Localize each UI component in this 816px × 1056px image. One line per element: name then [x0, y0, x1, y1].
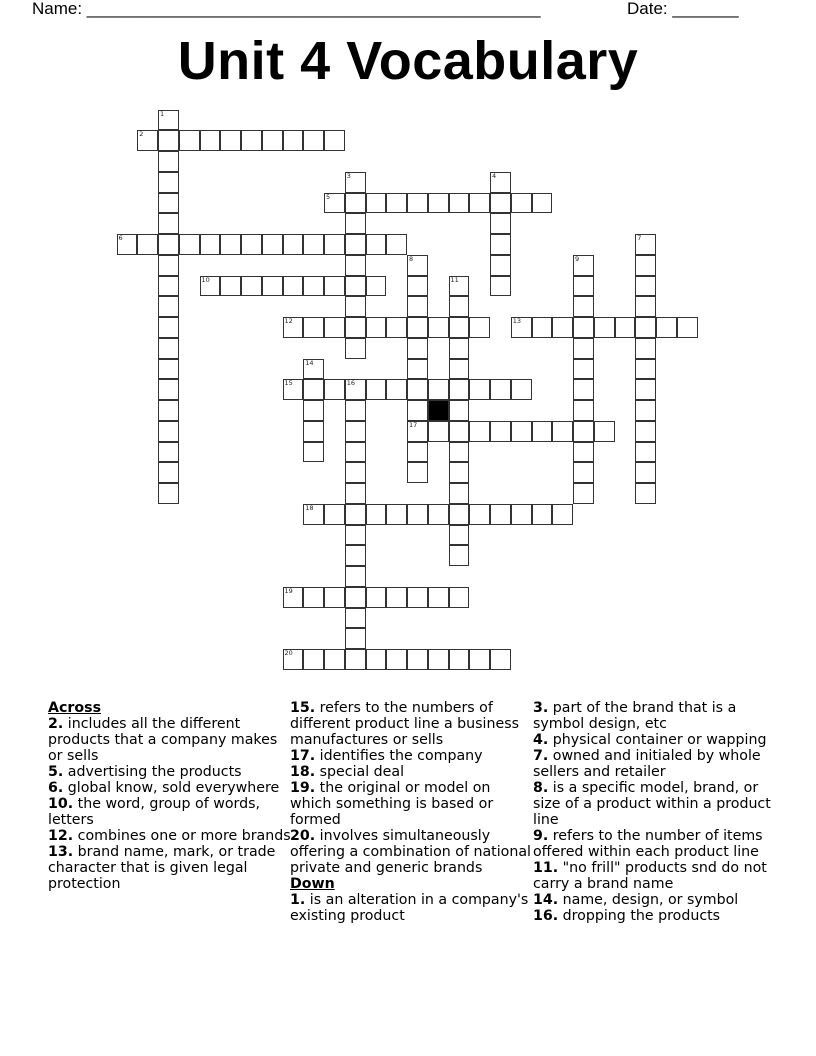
crossword-cell[interactable]: [366, 379, 387, 400]
down-heading: Down: [290, 876, 335, 892]
crossword-cell[interactable]: [490, 172, 511, 193]
crossword-cell[interactable]: [573, 379, 594, 400]
crossword-cell[interactable]: [345, 213, 366, 234]
clue-number: 5.: [48, 764, 64, 780]
crossword-cell[interactable]: [158, 110, 179, 131]
crossword-cell[interactable]: [158, 255, 179, 276]
crossword-cell[interactable]: [345, 379, 366, 400]
crossword-cell[interactable]: [324, 234, 345, 255]
crossword-cell[interactable]: [635, 442, 656, 463]
crossword-cell[interactable]: [490, 504, 511, 525]
clue-number: 2.: [48, 716, 64, 732]
crossword-cell[interactable]: [573, 421, 594, 442]
crossword-cell[interactable]: [635, 276, 656, 297]
crossword-cell[interactable]: [428, 317, 449, 338]
clue-number: 17: [409, 420, 418, 429]
crossword-cell[interactable]: [158, 151, 179, 172]
crossword-cell[interactable]: [345, 421, 366, 442]
clue-number: 6: [118, 234, 123, 242]
clue-number: 16.: [533, 908, 559, 924]
crossword-cell[interactable]: [573, 462, 594, 483]
crossword-cell[interactable]: [449, 504, 470, 525]
crossword-cell[interactable]: [407, 359, 428, 380]
clue-item: [48, 780, 293, 796]
crossword-cell[interactable]: [324, 649, 345, 670]
crossword-cell[interactable]: [407, 317, 428, 338]
crossword-cell[interactable]: [158, 130, 179, 151]
crossword-cell[interactable]: [407, 421, 428, 442]
crossword-cell[interactable]: [303, 317, 324, 338]
clue-item: [533, 732, 778, 748]
crossword-cell[interactable]: [262, 276, 283, 297]
clue-number: 14.: [533, 892, 559, 908]
crossword-cell[interactable]: [635, 462, 656, 483]
clue-item: [48, 716, 293, 764]
crossword-cell[interactable]: [158, 359, 179, 380]
crossword-cell[interactable]: [345, 649, 366, 670]
clue-number: 13: [512, 317, 522, 325]
clue-number: 11: [450, 275, 459, 284]
clue-number: 4.: [533, 732, 549, 748]
crossword-cell[interactable]: [220, 234, 241, 255]
crossword-cell[interactable]: [635, 400, 656, 421]
crossword-cell[interactable]: [428, 193, 449, 214]
crossword-cell[interactable]: [407, 462, 428, 483]
clue-item: [533, 780, 778, 828]
crossword-cell[interactable]: [386, 587, 407, 608]
crossword-cell[interactable]: [490, 421, 511, 442]
crossword-cell[interactable]: [449, 379, 470, 400]
crossword-cell[interactable]: [283, 234, 304, 255]
clue-number: 4: [492, 171, 497, 180]
clue-text: is a specific model, brand, or size of a product within a product line: [533, 780, 771, 828]
crossword-cell[interactable]: [303, 234, 324, 255]
crossword-cell[interactable]: [469, 504, 490, 525]
clue-item: [533, 700, 778, 732]
crossword-cell[interactable]: [366, 234, 387, 255]
crossword-cell[interactable]: [303, 504, 324, 525]
crossword-cell[interactable]: [573, 400, 594, 421]
crossword-cell[interactable]: [573, 338, 594, 359]
clue-text: owned and initialed by whole sellers and retailer: [533, 748, 761, 780]
crossword-cell[interactable]: [511, 379, 532, 400]
clue-item: [48, 796, 293, 828]
crossword-cell[interactable]: [324, 504, 345, 525]
crossword-cell[interactable]: [283, 317, 304, 338]
crossword-cell[interactable]: [283, 587, 304, 608]
crossword-cell[interactable]: [303, 421, 324, 442]
crossword-cell[interactable]: [158, 296, 179, 317]
crossword-cell[interactable]: [324, 379, 345, 400]
name-field-label: Name: ________________________________________________: [32, 0, 541, 18]
crossword-cell[interactable]: [428, 649, 449, 670]
crossword-cell[interactable]: [303, 400, 324, 421]
crossword-cell[interactable]: [324, 130, 345, 151]
crossword-cell[interactable]: [345, 276, 366, 297]
crossword-cell[interactable]: [490, 379, 511, 400]
crossword-cell[interactable]: [366, 317, 387, 338]
crossword-cell[interactable]: [407, 649, 428, 670]
clue-number: 12.: [48, 828, 74, 844]
clue-number: 16: [346, 379, 356, 388]
crossword-cell[interactable]: [428, 504, 449, 525]
crossword-cell[interactable]: [345, 504, 366, 525]
crossword-cell[interactable]: [407, 587, 428, 608]
crossword-cell[interactable]: [345, 462, 366, 483]
crossword-cell[interactable]: [469, 379, 490, 400]
crossword-cell[interactable]: [449, 421, 470, 442]
clue-text: refers to the number of items offered within each product line: [533, 828, 763, 860]
crossword-cell[interactable]: [449, 400, 470, 421]
clue-item: [533, 908, 778, 924]
crossword-cell[interactable]: [449, 545, 470, 566]
crossword-cell[interactable]: [532, 317, 553, 338]
crossword-cell[interactable]: [490, 649, 511, 670]
crossword-cell[interactable]: [573, 442, 594, 463]
crossword-cell[interactable]: [449, 359, 470, 380]
clue-number: 7.: [533, 748, 549, 764]
page-title: Unit 4 Vocabulary: [177, 31, 639, 91]
crossword-cell[interactable]: [594, 317, 615, 338]
crossword-cell[interactable]: [345, 193, 366, 214]
clue-text: global know, sold everywhere: [63, 780, 280, 796]
clue-number: 20.: [290, 828, 316, 844]
crossword-cell[interactable]: [407, 276, 428, 297]
crossword-cell[interactable]: [283, 379, 304, 400]
crossword-cell[interactable]: [407, 442, 428, 463]
crossword-cell[interactable]: [386, 649, 407, 670]
crossword-cell[interactable]: [366, 276, 387, 297]
crossword-cell[interactable]: [158, 483, 179, 504]
crossword-cell[interactable]: [573, 483, 594, 504]
crossword-cell[interactable]: [220, 130, 241, 151]
crossword-cell[interactable]: [490, 276, 511, 297]
crossword-cell[interactable]: [262, 234, 283, 255]
crossword-cell[interactable]: [303, 276, 324, 297]
crossword-cell[interactable]: [158, 421, 179, 442]
clue-number: 8: [409, 254, 414, 263]
clue-number: 9.: [533, 828, 549, 844]
crossword-cell[interactable]: [407, 255, 428, 276]
crossword-cell[interactable]: [366, 649, 387, 670]
crossword-cell[interactable]: [366, 193, 387, 214]
clue-number: 11.: [533, 860, 559, 876]
crossword-cell[interactable]: [469, 317, 490, 338]
clue-number: 14: [305, 358, 314, 367]
crossword-cell[interactable]: [407, 400, 428, 421]
crossword-cell[interactable]: [158, 462, 179, 483]
clue-text: dropping the products: [558, 908, 721, 924]
crossword-cell[interactable]: [677, 317, 698, 338]
crossword-cell[interactable]: [200, 276, 221, 297]
clue-number: 10: [201, 275, 210, 284]
clues-column-3: [533, 700, 778, 924]
crossword-cell[interactable]: [241, 276, 262, 297]
clues-column-2: [290, 700, 535, 924]
crossword-cell[interactable]: [283, 649, 304, 670]
clue-number: 6.: [48, 780, 64, 796]
crossword-cell[interactable]: [386, 379, 407, 400]
clue-number: 19: [284, 586, 293, 595]
crossword-cell[interactable]: [345, 296, 366, 317]
clue-item: [48, 828, 293, 844]
clue-number: 9: [575, 254, 580, 263]
crossword-cell[interactable]: [552, 504, 573, 525]
crossword-cell[interactable]: [552, 317, 573, 338]
crossword-cell[interactable]: [137, 130, 158, 151]
crossword-cell[interactable]: [635, 255, 656, 276]
crossword-cell[interactable]: [407, 296, 428, 317]
crossword-cell[interactable]: [345, 608, 366, 629]
clue-item: [290, 700, 535, 748]
crossword-cell[interactable]: [158, 193, 179, 214]
clue-text: includes all the different products that a company makes or sells: [48, 716, 278, 764]
crossword-cell[interactable]: [449, 587, 470, 608]
clue-text: special deal: [315, 764, 405, 780]
crossword-cell[interactable]: [532, 193, 553, 214]
crossword-cell[interactable]: [469, 193, 490, 214]
crossword-cell[interactable]: [573, 276, 594, 297]
crossword-cell[interactable]: [490, 193, 511, 214]
clue-text: identifies the company: [315, 748, 483, 764]
crossword-cell[interactable]: [303, 379, 324, 400]
clue-text: involves simultaneously offering a combination of national private and generic brands: [290, 828, 531, 876]
clue-text: part of the brand that is a symbol design, etc: [533, 700, 737, 732]
crossword-cell[interactable]: [635, 296, 656, 317]
clue-number: 8.: [533, 780, 549, 796]
crossword-cell[interactable]: [241, 130, 262, 151]
crossword-cell[interactable]: [345, 400, 366, 421]
crossword-cell[interactable]: [324, 317, 345, 338]
crossword-cell[interactable]: [428, 421, 449, 442]
crossword-cell[interactable]: [262, 130, 283, 151]
crossword-cell[interactable]: [386, 317, 407, 338]
crossword-cell[interactable]: [449, 193, 470, 214]
crossword-cell[interactable]: [345, 628, 366, 649]
crossword-cell[interactable]: [511, 317, 532, 338]
clue-item: [533, 828, 778, 860]
crossword-cell[interactable]: [345, 317, 366, 338]
crossword-cell[interactable]: [158, 379, 179, 400]
crossword-cell[interactable]: [345, 483, 366, 504]
crossword-cell[interactable]: [179, 234, 200, 255]
crossword-cell[interactable]: [283, 130, 304, 151]
crossword-cell[interactable]: [573, 317, 594, 338]
crossword-cell[interactable]: [303, 442, 324, 463]
clue-text: name, design, or symbol: [558, 892, 739, 908]
crossword-cell[interactable]: [200, 130, 221, 151]
clue-number: 18.: [290, 764, 316, 780]
crossword-cell[interactable]: [552, 421, 573, 442]
crossword-grid: [117, 110, 717, 690]
crossword-cell[interactable]: [407, 338, 428, 359]
clue-number: 15.: [290, 700, 316, 716]
crossword-cell[interactable]: [158, 442, 179, 463]
crossword-cell[interactable]: [345, 234, 366, 255]
crossword-cell[interactable]: [137, 234, 158, 255]
crossword-cell[interactable]: [635, 379, 656, 400]
black-cell: [428, 400, 449, 421]
crossword-cell[interactable]: [469, 649, 490, 670]
crossword-cell[interactable]: [345, 338, 366, 359]
crossword-cell[interactable]: [345, 545, 366, 566]
crossword-cell[interactable]: [449, 338, 470, 359]
crossword-cell[interactable]: [511, 504, 532, 525]
crossword-cell[interactable]: [469, 421, 490, 442]
crossword-cell[interactable]: [532, 421, 553, 442]
crossword-cell[interactable]: [511, 193, 532, 214]
clue-number: 12: [284, 317, 293, 325]
crossword-cell[interactable]: [635, 234, 656, 255]
crossword-cell[interactable]: [200, 234, 221, 255]
crossword-cell[interactable]: [366, 504, 387, 525]
clue-text: the word, group of words, letters: [48, 796, 261, 828]
crossword-cell[interactable]: [345, 525, 366, 546]
clue-item: [533, 748, 778, 780]
crossword-cell[interactable]: [407, 379, 428, 400]
crossword-cell[interactable]: [158, 234, 179, 255]
crossword-cell[interactable]: [158, 213, 179, 234]
crossword-cell[interactable]: [158, 276, 179, 297]
crossword-cell[interactable]: [324, 276, 345, 297]
crossword-cell[interactable]: [303, 130, 324, 151]
clue-item: [290, 892, 535, 924]
clues-column-1: [48, 700, 293, 892]
crossword-cell[interactable]: [449, 525, 470, 546]
crossword-cell[interactable]: [345, 255, 366, 276]
crossword-cell[interactable]: [366, 587, 387, 608]
crossword-cell[interactable]: [635, 483, 656, 504]
clue-item: [48, 764, 293, 780]
crossword-cell[interactable]: [158, 338, 179, 359]
clue-number: 10.: [48, 796, 74, 812]
clue-number: 17.: [290, 748, 316, 764]
clue-number: 20: [284, 649, 293, 657]
crossword-cell[interactable]: [324, 587, 345, 608]
crossword-cell[interactable]: [386, 193, 407, 214]
clue-text: physical container or wapping: [548, 732, 767, 748]
clue-text: the original or model on which something is based or formed: [290, 780, 494, 828]
crossword-cell[interactable]: [449, 296, 470, 317]
crossword-cell[interactable]: [635, 317, 656, 338]
crossword-cell[interactable]: [635, 338, 656, 359]
clue-item: [48, 844, 293, 892]
clue-text: advertising the products: [63, 764, 242, 780]
crossword-cell[interactable]: [449, 276, 470, 297]
crossword-cell[interactable]: [449, 462, 470, 483]
crossword-cell[interactable]: [635, 359, 656, 380]
crossword-cell[interactable]: [303, 587, 324, 608]
clue-number: 1.: [290, 892, 306, 908]
clue-item: [290, 828, 535, 876]
crossword-cell[interactable]: [158, 172, 179, 193]
clue-item: [533, 892, 778, 908]
clue-number: 3.: [533, 700, 549, 716]
crossword-cell[interactable]: [324, 193, 345, 214]
crossword-cell[interactable]: [449, 649, 470, 670]
clue-item: [290, 764, 535, 780]
clue-number: 18: [305, 503, 314, 512]
crossword-cell[interactable]: [449, 442, 470, 463]
crossword-cell[interactable]: [386, 234, 407, 255]
clue-item: [290, 780, 535, 828]
crossword-cell[interactable]: [345, 442, 366, 463]
crossword-cell[interactable]: [303, 359, 324, 380]
crossword-cell[interactable]: [615, 317, 636, 338]
crossword-cell[interactable]: [449, 483, 470, 504]
across-heading: Across: [48, 700, 102, 716]
crossword-cell[interactable]: [428, 379, 449, 400]
crossword-cell[interactable]: [220, 276, 241, 297]
crossword-cell[interactable]: [573, 296, 594, 317]
crossword-cell[interactable]: [490, 234, 511, 255]
crossword-cell[interactable]: [283, 276, 304, 297]
clue-number: 13.: [48, 844, 74, 860]
crossword-cell[interactable]: [386, 504, 407, 525]
crossword-cell[interactable]: [490, 255, 511, 276]
crossword-cell[interactable]: [345, 587, 366, 608]
clue-text: "no frill" products snd do not carry a brand name: [533, 860, 767, 892]
crossword-cell[interactable]: [407, 504, 428, 525]
clue-text: combines one or more brands: [73, 828, 291, 844]
clue-number: 2: [139, 130, 144, 139]
crossword-cell[interactable]: [573, 359, 594, 380]
crossword-cell[interactable]: [179, 130, 200, 151]
crossword-cell[interactable]: [532, 504, 553, 525]
clue-number: 19.: [290, 780, 316, 796]
clue-text: brand name, mark, or trade character that is given legal protection: [48, 844, 276, 892]
date-field-label: Date: _______: [627, 0, 739, 18]
crossword-cell[interactable]: [573, 255, 594, 276]
crossword-cell[interactable]: [117, 234, 138, 255]
clue-number: 15: [284, 379, 293, 388]
clue-number: 7: [637, 234, 642, 242]
crossword-cell[interactable]: [158, 400, 179, 421]
crossword-cell[interactable]: [449, 317, 470, 338]
clue-text: is an alteration in a company's existing product: [290, 892, 529, 924]
clue-number: 1: [160, 109, 165, 118]
crossword-cell[interactable]: [511, 421, 532, 442]
crossword-cell[interactable]: [345, 566, 366, 587]
crossword-cell[interactable]: [303, 649, 324, 670]
crossword-cell[interactable]: [490, 213, 511, 234]
clue-item: [533, 860, 778, 892]
crossword-cell[interactable]: [241, 234, 262, 255]
clue-item: [290, 748, 535, 764]
clue-text: refers to the numbers of different product line a business manufactures or sells: [290, 700, 519, 748]
crossword-cell[interactable]: [345, 172, 366, 193]
crossword-cell[interactable]: [158, 317, 179, 338]
crossword-cell[interactable]: [635, 421, 656, 442]
crossword-cell[interactable]: [594, 421, 615, 442]
clue-number: 3: [346, 171, 351, 180]
crossword-cell[interactable]: [428, 587, 449, 608]
crossword-cell[interactable]: [656, 317, 677, 338]
crossword-cell[interactable]: [407, 193, 428, 214]
clue-number: 5: [326, 192, 331, 201]
